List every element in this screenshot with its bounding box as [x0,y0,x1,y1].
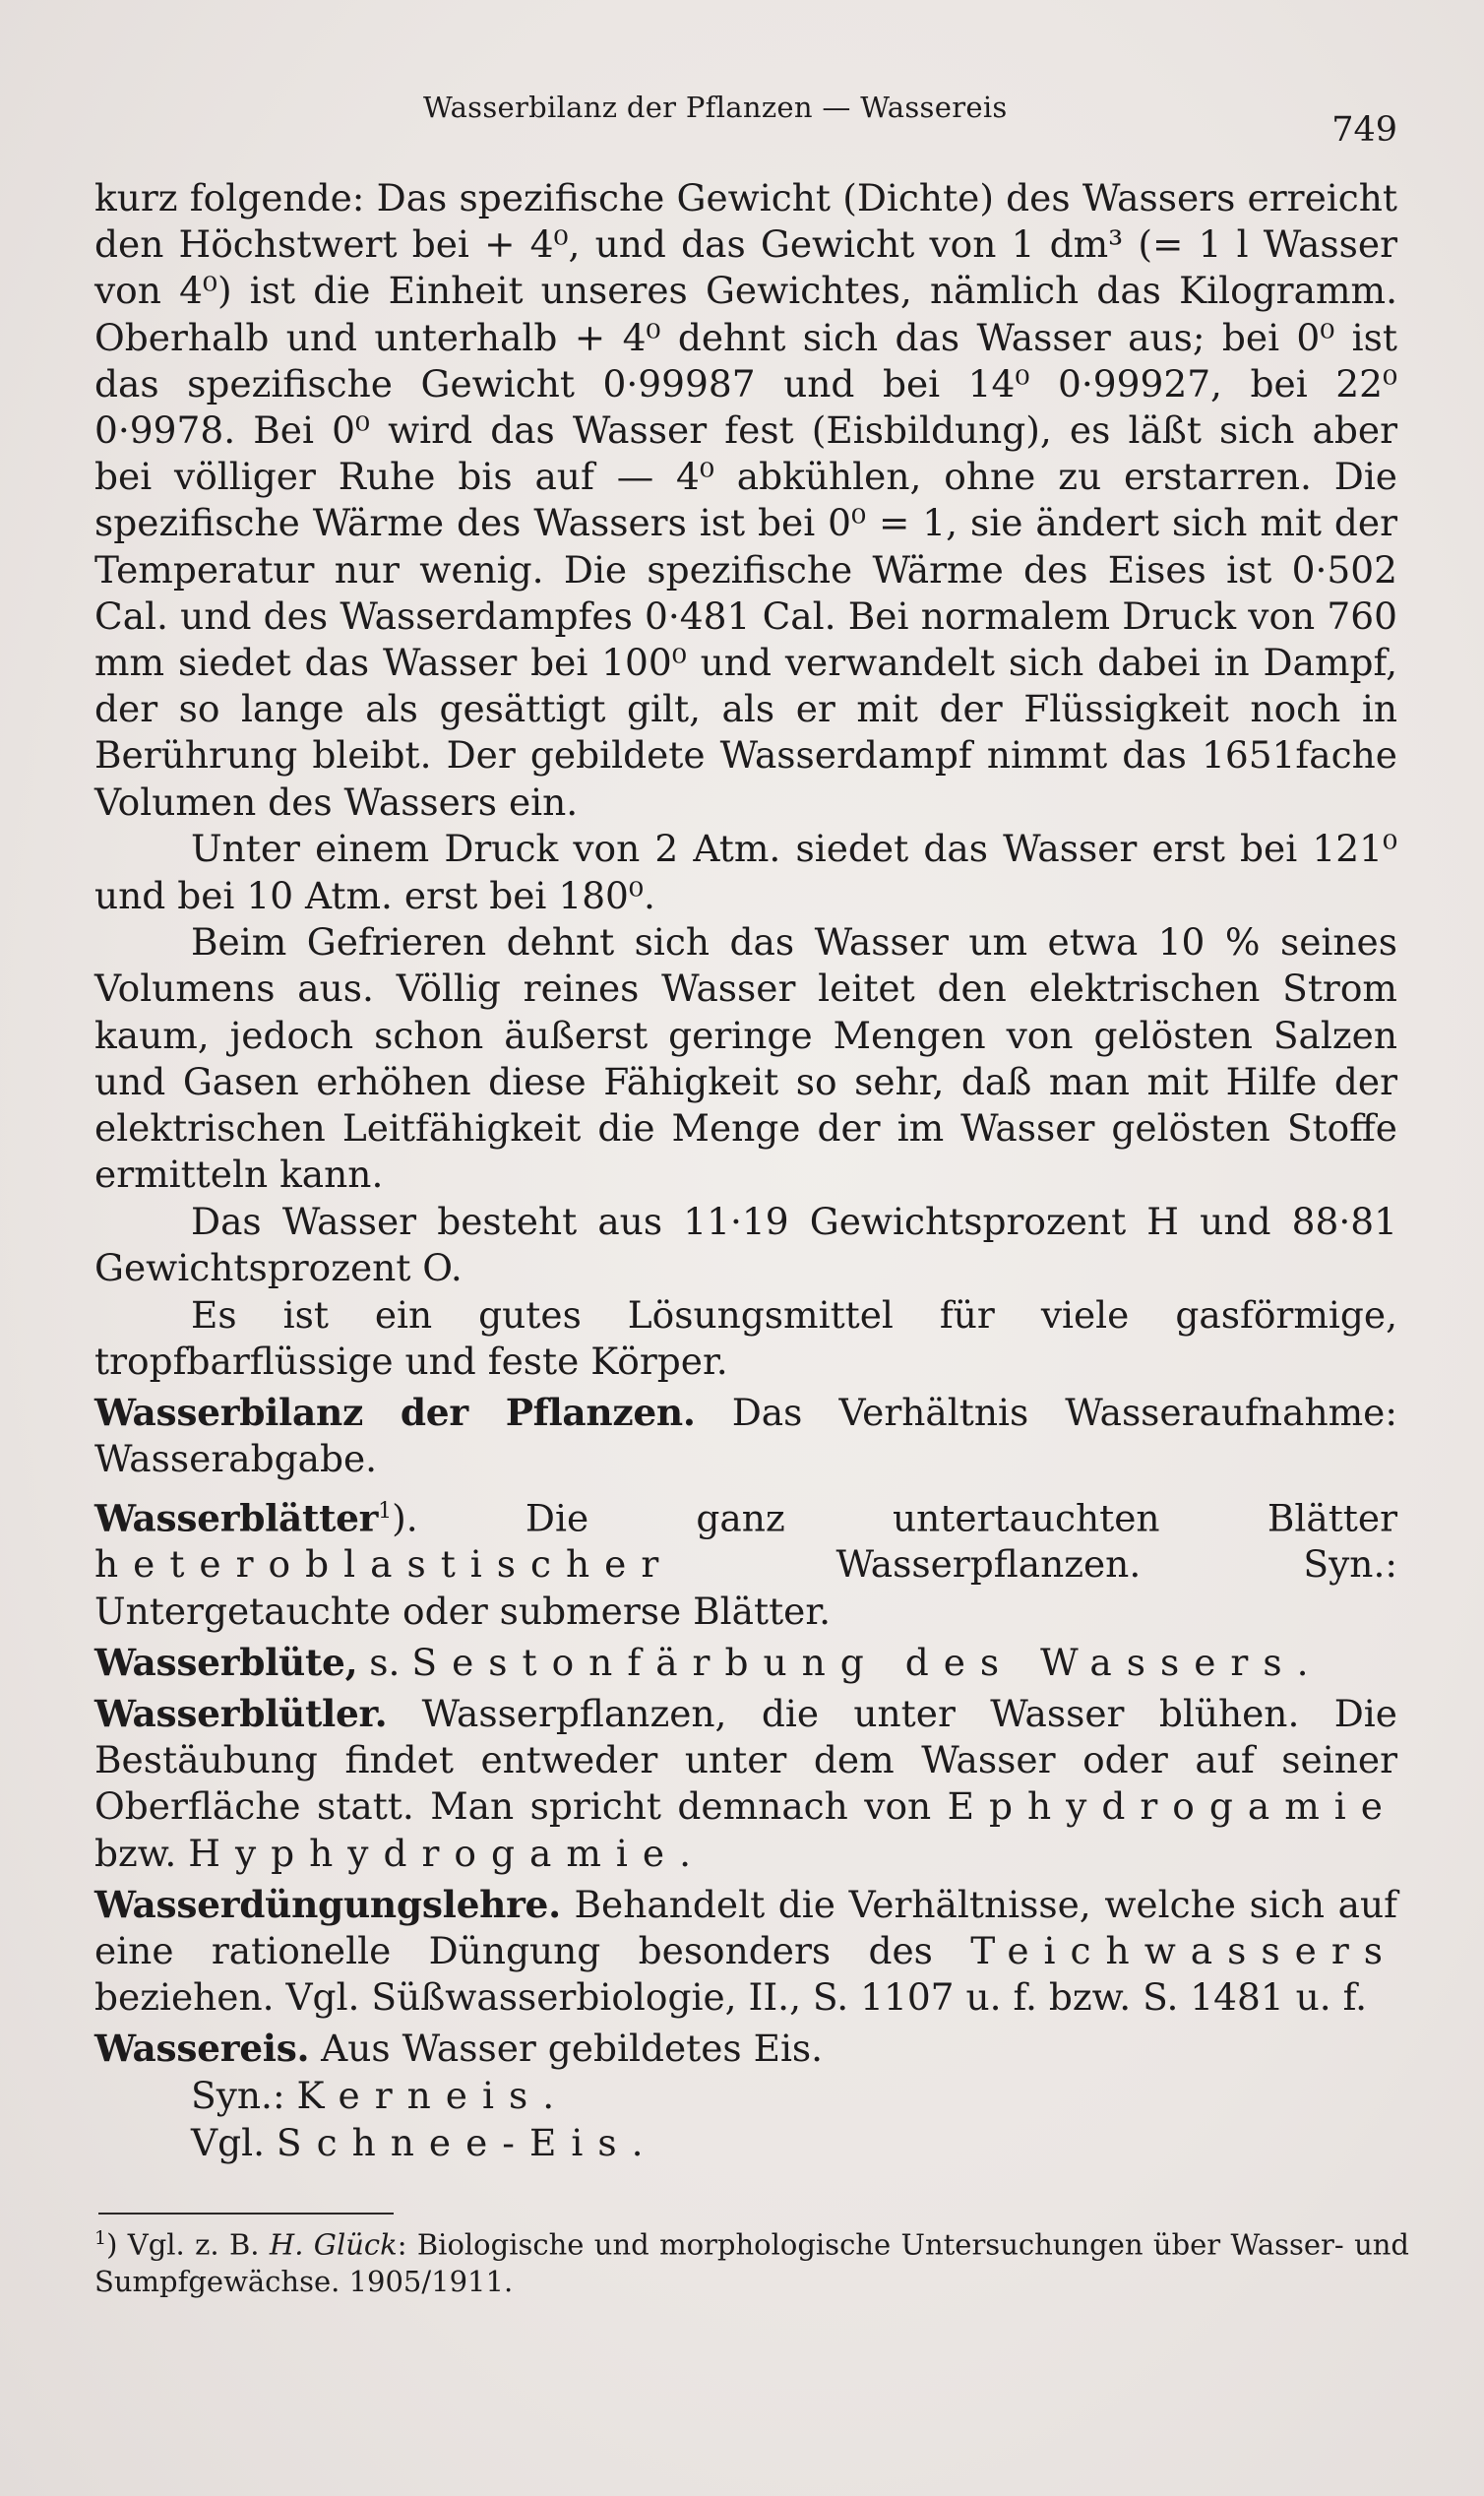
synonym-line [94,2073,1397,2119]
entry-term: Wasserbilanz der Pflanzen. [94,1391,696,1435]
spaced-term: Teichwassers [970,1929,1397,1973]
see-also-label: Vgl. [191,2120,277,2164]
entry-text: beziehen. Vgl. Süßwasserbiologie, II., S. 1107 u. f. bzw. S. 1481 u. f. [94,1975,1368,2020]
footnote [94,2220,1409,2300]
entry-wassereis [94,2026,1397,2072]
page-number: 749 [1331,110,1397,150]
footnote-author: H. Glück [269,2227,398,2262]
entry-text: s. [357,1640,412,1684]
entry-wasserbluetler [94,1691,1397,1877]
entry-term: Wasserblätter [94,1496,379,1540]
paragraph-boiling-pressure: Unter einem Druck von 2 Atm. siedet das Wasser erst bei 121⁰ und bei 10 Atm. erst bei 180⁰. [94,827,1397,917]
entry-term: Wasserblüte, [94,1640,358,1684]
spaced-term: Sestonfärbung des Wassers. [411,1640,1324,1684]
entry-wasserbluete [94,1640,1397,1686]
footnote-divider [98,2213,394,2215]
spaced-term: Hyphydrogamie. [188,1831,707,1875]
footnote-text [94,2220,1409,2300]
entry-wasserduengungslehre [94,1882,1397,2022]
paragraph-water-properties: kurz folgende: Das spezifische Gewicht (Dichte) des Wassers erreicht den Höchstwert bei + 4⁰, und das Gewicht von 1 dm³ (= 1 l Wasser von 4⁰) ist die Einheit unseres Gewichtes, nämlich das Kilogramm. Oberhalb und unterhalb + 4⁰ dehnt sich das Wasser aus; bei 0⁰ ist das spezifische Gewicht 0·99987 und bei 14⁰ 0·99927, bei 22⁰ 0·9978. Bei 0⁰ wird das Wasser fest (Eisbildung), es läßt sich aber bei völliger Ruhe bis auf — 4⁰ abkühlen, ohne zu erstarren. Die spezifische Wärme des Wassers ist bei 0⁰ = 1, sie ändert sich mit der Temperatur nur wenig. Die spezifische Wärme des Eises ist 0·502 Cal. und des Wasserdampfes 0·481 Cal. Bei normalem Druck von 760 mm siedet das Wasser bei 100⁰ und verwandelt sich dabei in Dampf, der so lange als gesättigt gilt, als er mit der Flüssigkeit noch in Berührung bleibt. Der gebildete Wasserdampf nimmt das 1651fache Volumen des Wassers ein. [94,176,1397,824]
footnote-reference: 1 [378,1498,393,1524]
paragraph-solvent: Es ist ein gutes Lösungsmittel für viele gasförmige, tropfbarflüssige und feste Körper. [94,1292,1397,1384]
see-also-line [94,2120,1397,2166]
footnote-text-part: : Biologische und morphologische Untersuchungen über Wasser- und Sumpfgewächse. 1905/1911. [94,2227,1409,2298]
entry-term: Wassereis. [94,2027,310,2071]
footnote-text-part: ) Vgl. z. B. [106,2227,270,2262]
paragraph-composition: Das Wasser besteht aus 11·19 Gewichtsprozent H und 88·81 Gewichtsprozent O. [94,1199,1397,1290]
entry-wasserbilanz [94,1390,1397,1482]
paragraph-freezing-conductivity: Beim Gefrieren dehnt sich das Wasser um etwa 10 % seines Volumens aus. Völlig reines Wasser leitet den elektrischen Strom kaum, jedoch schon äußerst geringe Mengen von gelösten Salzen und Gasen erhöhen diese Fähigkeit so sehr, daß man mit Hilfe der elektrischen Leitfähigkeit die Menge der im Wasser gelösten Stoffe ermitteln kann. [94,920,1397,1197]
entry-text: Aus Wasser gebildetes Eis. [309,2027,824,2071]
entry-term: Wasserdüngungslehre. [94,1882,561,1926]
entry-text: Wasserpflanzen, die unter Wasser blühen. Die Bestäubung findet entweder unter dem Wasser oder auf seiner Oberfläche statt. Man spricht demnach von [94,1692,1397,1829]
entry-term: Wasserblütler. [94,1692,388,1735]
see-also-value: Schnee-Eis. [276,2120,658,2164]
footnote-mark: 1 [94,2227,107,2249]
body-text [94,175,1397,2167]
entry-text: bzw. [94,1831,189,1875]
running-title: Wasserbilanz der Pflanzen — Wassereis [423,91,1008,124]
entry-text: ). Die ganz untertauchten Blätter [392,1496,1397,1540]
synonym-value: Kerneis. [296,2074,570,2118]
synonym-label: Syn.: [191,2074,297,2118]
spaced-term: heteroblastischer [94,1542,674,1587]
entry-text: Wasserpflanzen. Syn.: Untergetauchte oder submerse Blätter. [94,1542,1397,1633]
entry-text: Das Verhältnis Wasseraufnahme: Wasserabgabe. [94,1391,1397,1481]
spaced-term: Ephydrogamie [947,1784,1397,1829]
entry-wasserblaetter [94,1488,1397,1635]
entry-text: Behandelt die Verhältnisse, welche sich auf eine rationelle Düngung besonders des [94,1882,1397,1973]
